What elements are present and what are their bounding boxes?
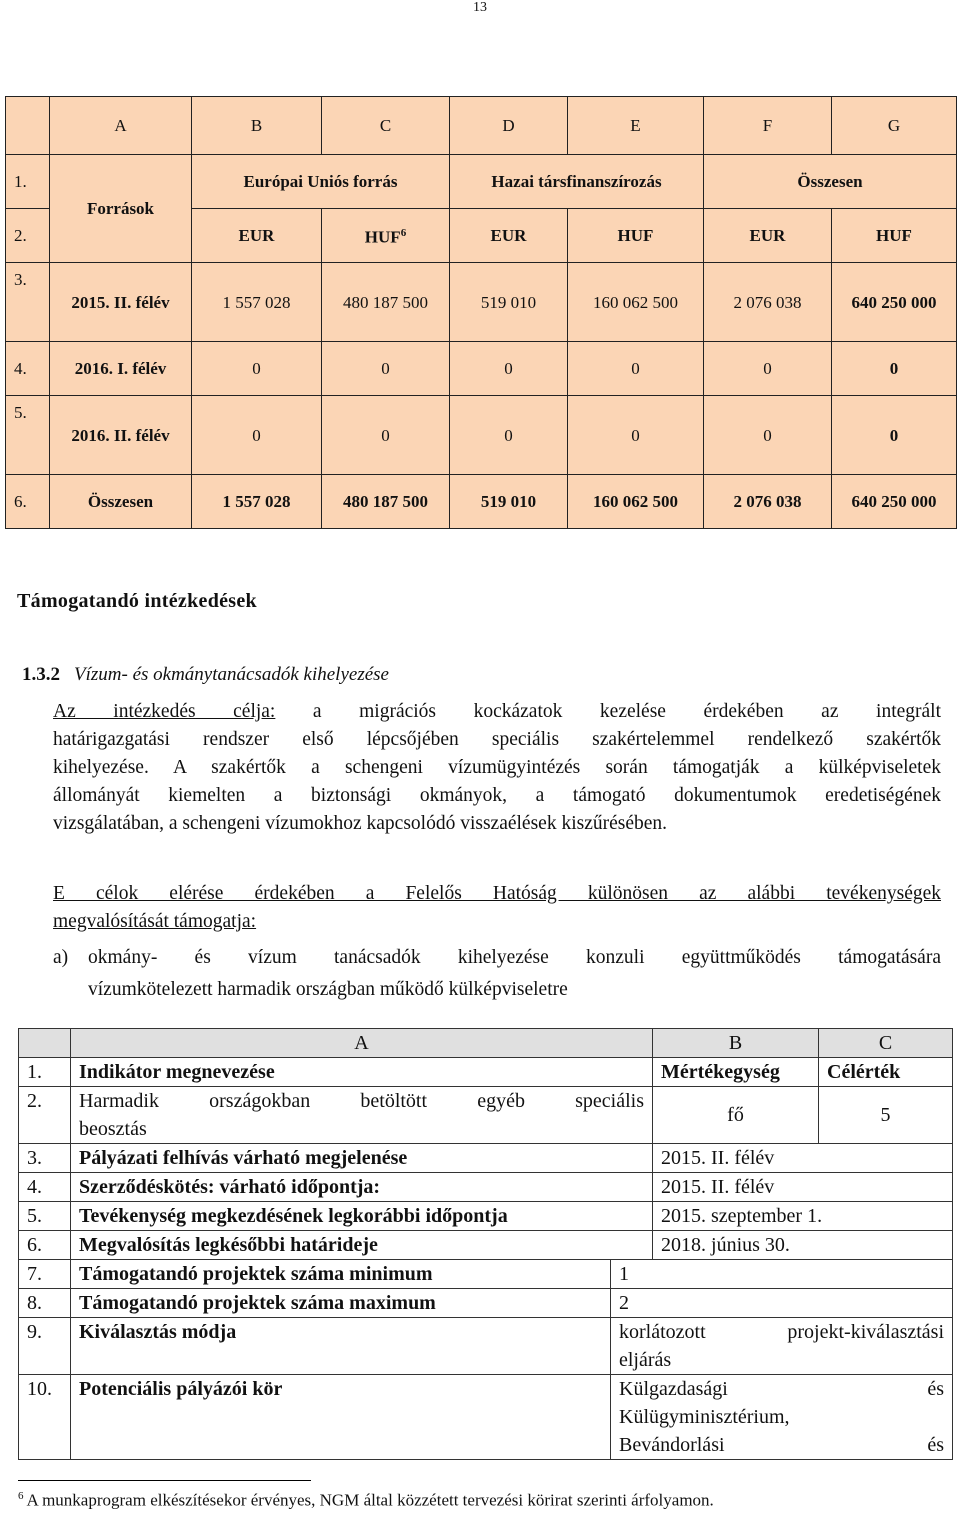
row-value xyxy=(611,1318,953,1375)
value-cell: 480 187 500 xyxy=(322,263,450,342)
row-number: 1. xyxy=(19,1058,71,1087)
group-header-eu: Európai Uniós forrás xyxy=(192,155,450,209)
value-cell: 519 010 xyxy=(450,263,568,342)
paragraph-line xyxy=(53,698,941,726)
paragraph-line: állományát kiemelten a biztonsági okmányok, a támogató dokumentumok eredetiségének xyxy=(53,785,941,806)
value-cell: 0 xyxy=(832,342,957,396)
row-label: Megvalósítás legkésőbbi határideje xyxy=(71,1231,653,1260)
table-row xyxy=(6,342,957,396)
value-cell: 0 xyxy=(192,342,322,396)
row-number: 7. xyxy=(19,1260,71,1289)
row-value-line: Bevándorlási és xyxy=(619,1434,945,1456)
table-row xyxy=(19,1173,953,1202)
row-number: 2. xyxy=(19,1087,71,1144)
list-item-row xyxy=(53,942,941,974)
sources-label: Források xyxy=(50,155,192,263)
footnote-text: A munkaprogram elkészítésekor érvényes, NGM által közzétett tervezési körirat szerinti árfolyamon. xyxy=(26,1490,714,1510)
table-row xyxy=(19,1231,953,1260)
table-row xyxy=(19,1144,953,1173)
indicator-table xyxy=(18,1028,953,1460)
value-cell: 480 187 500 xyxy=(322,475,450,529)
col-letter: D xyxy=(450,97,568,155)
table-row xyxy=(19,1202,953,1231)
value-cell: 0 xyxy=(192,396,322,475)
row-number: 1. xyxy=(6,155,50,209)
indicator-name-line: Harmadik országokban betöltött egyéb speciális xyxy=(79,1090,645,1112)
goal-label: Az intézkedés célja: xyxy=(53,701,276,722)
row-label: Potenciális pályázói kör xyxy=(71,1375,611,1460)
value-cell: 0 xyxy=(450,342,568,396)
row-number: 3. xyxy=(19,1144,71,1173)
indicator-name xyxy=(71,1087,653,1144)
paragraph-line: határigazgatási rendszer első lépcsőjében speciális szakértelemmel rendelkező szakértők xyxy=(53,729,941,750)
paragraph-line: vizsgálatában, a schengeni vízumokhoz kapcsolódó visszaélések kiszűrésében. xyxy=(53,813,668,834)
col-letter: A xyxy=(71,1029,653,1058)
value-cell: 160 062 500 xyxy=(568,263,704,342)
target-header: Célérték xyxy=(819,1058,953,1087)
column-letter-row xyxy=(19,1029,953,1058)
value-cell: 640 250 000 xyxy=(832,475,957,529)
currency-label: HUF xyxy=(364,227,401,247)
row-value-line: Külügyminisztérium, xyxy=(619,1406,790,1428)
row-label: Pályázati felhívás várható megjelenése xyxy=(71,1144,653,1173)
subsection-title xyxy=(22,664,389,686)
value-cell: 640 250 000 xyxy=(832,263,957,342)
funding-table xyxy=(5,96,957,529)
list-marker: a) xyxy=(53,947,69,968)
list-text: okmány- és vízum tanácsadók kihelyezése konzuli együttműködés támogatására xyxy=(88,947,941,968)
row-value-line: Külgazdasági és xyxy=(619,1378,945,1400)
footnote xyxy=(18,1490,714,1511)
col-letter: G xyxy=(832,97,957,155)
footnote-mark: 6 xyxy=(18,1490,24,1502)
paragraph-text: a migrációs kockázatok kezelése érdekében az integrált xyxy=(312,701,942,722)
row-number: 2. xyxy=(6,209,50,263)
currency-header: HUF xyxy=(568,209,704,263)
table-row xyxy=(19,1087,953,1144)
period-label: 2016. I. félév xyxy=(50,342,192,396)
value-cell: 2 076 038 xyxy=(704,475,832,529)
col-letter: B xyxy=(653,1029,819,1058)
row-label: Támogatandó projektek száma maximum xyxy=(71,1289,611,1318)
value-cell: 1 557 028 xyxy=(192,475,322,529)
period-label: 2016. II. félév xyxy=(50,396,192,475)
row-label: Tevékenység megkezdésének legkorábbi időpontja xyxy=(71,1202,653,1231)
row-number: 10. xyxy=(19,1375,71,1460)
value-cell: 0 xyxy=(568,342,704,396)
row-number: 8. xyxy=(19,1289,71,1318)
section-heading: Támogatandó intézkedések xyxy=(17,590,257,612)
table-row xyxy=(19,1375,953,1460)
column-letter-row xyxy=(6,97,957,155)
table-row xyxy=(6,263,957,342)
row-value: 2 xyxy=(611,1289,953,1318)
value-cell: 1 557 028 xyxy=(192,263,322,342)
corner-cell xyxy=(19,1029,71,1058)
subsection-number: 1.3.2 xyxy=(22,664,60,685)
row-label: Kiválasztás módja xyxy=(71,1318,611,1375)
row-value-line: eljárás xyxy=(619,1349,672,1371)
table-row xyxy=(6,155,957,209)
paragraph-goal xyxy=(53,698,941,838)
row-number: 5. xyxy=(19,1202,71,1231)
paragraph-line: E célok elérése érdekében a Felelős Hatóság különösen az alábbi tevékenységek xyxy=(53,883,941,904)
corner-cell xyxy=(6,97,50,155)
row-label: Szerződéskötés: várható időpontja: xyxy=(71,1173,653,1202)
unit-header: Mértékegység xyxy=(653,1058,819,1087)
row-value xyxy=(611,1375,953,1460)
indicator-name-line: beosztás xyxy=(79,1118,147,1140)
group-header-national: Hazai társfinanszírozás xyxy=(450,155,704,209)
currency-header: HUF xyxy=(832,209,957,263)
period-label: 2015. II. félév xyxy=(50,263,192,342)
row-number: 4. xyxy=(6,342,50,396)
value-cell: 0 xyxy=(450,396,568,475)
col-letter: C xyxy=(322,97,450,155)
list-text-continued: vízumkötelezett harmadik országban működő külképviseletre xyxy=(88,979,568,1000)
row-value: 2015. II. félév xyxy=(653,1144,953,1173)
unit-value: fő xyxy=(653,1087,819,1144)
row-label: Támogatandó projektek száma minimum xyxy=(71,1260,611,1289)
table-row-total xyxy=(6,475,957,529)
paragraph-activities xyxy=(53,880,941,936)
currency-header xyxy=(322,209,450,263)
value-cell: 0 xyxy=(322,396,450,475)
currency-header: EUR xyxy=(704,209,832,263)
row-value: 2015. szeptember 1. xyxy=(653,1202,953,1231)
footnote-mark: 6 xyxy=(400,227,407,240)
page-number: 13 xyxy=(473,0,487,15)
subsection-name: Vízum- és okmánytanácsadók kihelyezése xyxy=(74,664,389,685)
paragraph-line: megvalósítását támogatja: xyxy=(53,911,257,932)
row-value-line: korlátozott projekt-kiválasztási xyxy=(619,1321,945,1343)
footnote-separator xyxy=(18,1480,311,1481)
value-cell: 519 010 xyxy=(450,475,568,529)
row-number: 6. xyxy=(19,1231,71,1260)
indicator-name-header: Indikátor megnevezése xyxy=(71,1058,653,1087)
table-row xyxy=(19,1289,953,1318)
currency-header: EUR xyxy=(450,209,568,263)
value-cell: 0 xyxy=(322,342,450,396)
col-letter: A xyxy=(50,97,192,155)
col-letter: E xyxy=(568,97,704,155)
table-row xyxy=(19,1260,953,1289)
row-number: 6. xyxy=(6,475,50,529)
row-number: 3. xyxy=(6,263,50,342)
table-row xyxy=(19,1318,953,1375)
paragraph-line: kihelyezése. A szakértők a schengeni vízumügyintézés során támogatják a külképviseletek xyxy=(53,757,941,778)
value-cell: 0 xyxy=(568,396,704,475)
list-item-a xyxy=(53,942,941,1006)
row-value: 2015. II. félév xyxy=(653,1173,953,1202)
value-cell: 2 076 038 xyxy=(704,263,832,342)
total-label: Összesen xyxy=(50,475,192,529)
row-number: 4. xyxy=(19,1173,71,1202)
target-value: 5 xyxy=(819,1087,953,1144)
value-cell: 0 xyxy=(704,396,832,475)
table-row xyxy=(19,1058,953,1087)
col-letter: B xyxy=(192,97,322,155)
col-letter: F xyxy=(704,97,832,155)
table-row xyxy=(6,396,957,475)
row-number: 9. xyxy=(19,1318,71,1375)
col-letter: C xyxy=(819,1029,953,1058)
value-cell: 160 062 500 xyxy=(568,475,704,529)
currency-header: EUR xyxy=(192,209,322,263)
value-cell: 0 xyxy=(704,342,832,396)
group-header-total: Összesen xyxy=(704,155,957,209)
row-value: 2018. június 30. xyxy=(653,1231,953,1260)
row-number: 5. xyxy=(6,396,50,475)
row-value: 1 xyxy=(611,1260,953,1289)
value-cell: 0 xyxy=(832,396,957,475)
